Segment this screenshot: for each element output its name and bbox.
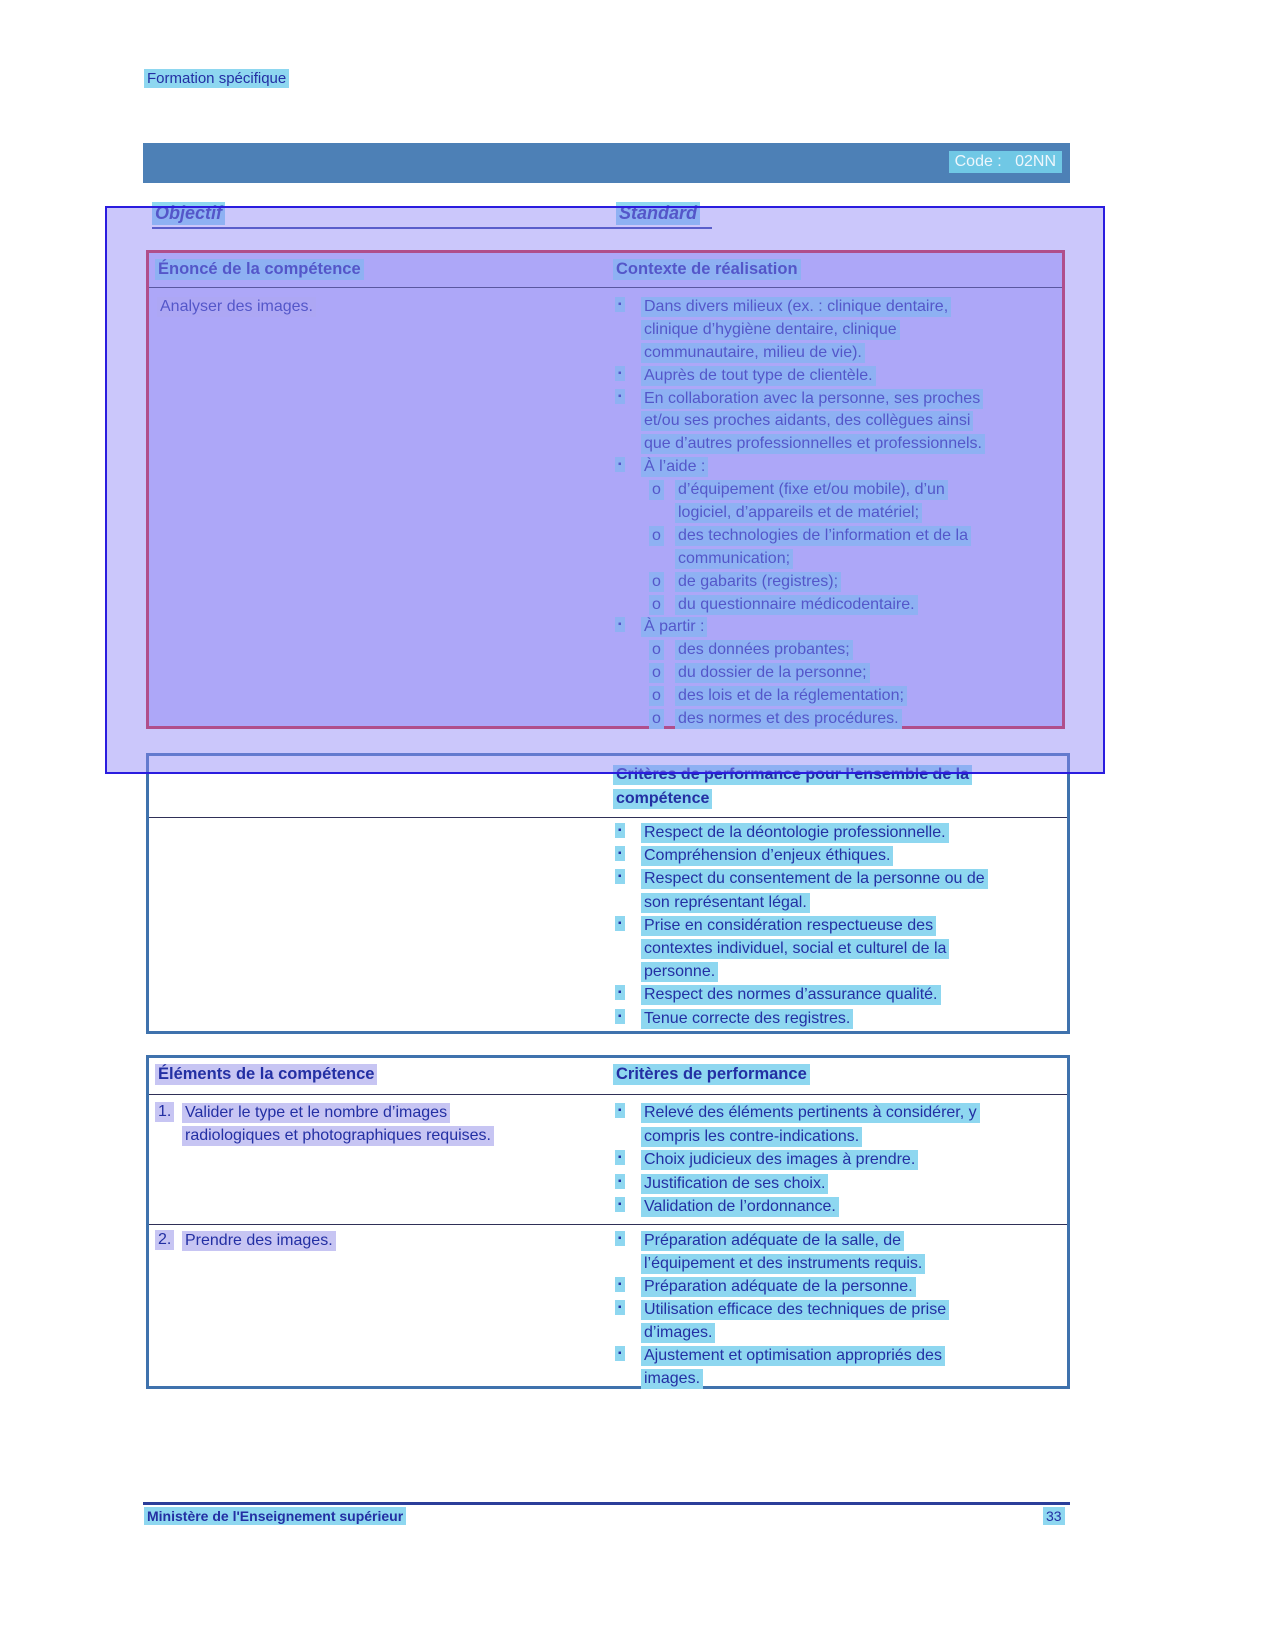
text-line: des normes et des procédures. [675,709,902,729]
list-line [613,915,1065,938]
col-header-contexte: Contexte de réalisation [613,259,801,280]
text-line: Justification de ses choix. [641,1174,828,1194]
list-line [613,1276,1065,1299]
text-line: des technologies de l’information et de la [675,526,971,546]
list-line [613,892,1065,915]
text-line: Relevé des éléments pertinents à considérer, y [641,1103,980,1123]
list-line [613,1008,1065,1031]
heading-underline [152,227,712,229]
text-line: l’équipement et des instruments requis. [641,1254,925,1274]
text-line: Préparation adéquate de la salle, de [641,1231,904,1251]
list-line [613,410,1065,433]
bullet-icon: ▪ [615,389,625,404]
text-line: Respect de la déontologie professionnelle. [641,823,949,843]
list-line [613,868,1065,891]
list-line [613,616,1065,639]
bullet-icon: ▪ [615,1277,625,1292]
col-header-enonce: Énoncé de la compétence [155,259,364,280]
text-line: compris les contre-indications. [641,1127,862,1147]
list-line [613,525,1065,548]
list-line [613,479,1065,502]
list-line [613,296,1065,319]
text-line: d’équipement (fixe et/ou mobile), d’un [675,480,948,500]
list-line [613,433,1065,456]
element-label [182,1102,634,1149]
text-line: des lois et de la réglementation; [675,686,907,706]
bullet-icon: ▪ [615,985,625,1000]
text-line: des données probantes; [675,640,853,660]
list-line [613,708,1065,731]
text-line: Respect du consentement de la personne ou de [641,869,988,889]
elements-table [146,1055,1070,1389]
list-line [613,1345,1065,1368]
list-line [613,788,1065,812]
text-line: clinique d’hygiène dentaire, clinique [641,320,900,340]
list-line [613,764,1065,788]
context-list [613,296,1065,731]
text-line: et/ou ses proches aidants, des collègues ainsi [641,411,973,431]
text-line: Prise en considération respectueuse des [641,916,936,936]
bullet-icon: ▪ [615,846,625,861]
overall-criteria-list [613,822,1065,1031]
list-line [613,662,1065,685]
list-line [613,1173,1065,1197]
sub-bullet-icon: o [649,480,664,500]
text-line: À partir : [641,617,707,637]
objectif-heading: Objectif [152,202,225,225]
text-line: du questionnaire médicodentaire. [675,595,918,615]
row-number: 2. [155,1230,174,1250]
bullet-icon: ▪ [615,1009,625,1024]
col-header-criteres: Critères de performance [613,1064,810,1085]
list-line [613,822,1065,845]
bullet-icon: ▪ [615,617,625,632]
text-line: contextes individuel, social et culturel de la [641,939,949,959]
list-line [613,984,1065,1007]
text-line: Validation de l’ordonnance. [641,1197,839,1217]
list-line [182,1125,634,1148]
list-line [613,685,1065,708]
bullet-icon: ▪ [615,1174,625,1189]
text-line: communautaire, milieu de vie). [641,343,865,363]
text-line: Valider le type et le nombre d’images [182,1103,450,1123]
page-number: 33 [1043,1507,1065,1525]
bullet-icon: ▪ [615,297,625,312]
text-line: Tenue correcte des registres. [641,1009,853,1029]
text-line: À l’aide : [641,457,708,477]
row-number: 1. [155,1102,174,1122]
sub-bullet-icon: o [649,595,664,615]
text-line: de gabarits (registres); [675,572,841,592]
text-line: Prendre des images. [182,1231,336,1251]
text-line: Auprès de tout type de clientèle. [641,366,876,386]
text-line: Préparation adéquate de la personne. [641,1277,916,1297]
list-line [613,961,1065,984]
text-line: logiciel, d’appareils et de matériel; [675,503,922,523]
criteria-list [613,1102,1065,1220]
list-line [613,938,1065,961]
list-line [613,845,1065,868]
list-line [182,1230,634,1253]
standard-heading: Standard [616,202,700,225]
text-line: Utilisation efficace des techniques de prise [641,1300,949,1320]
list-line [613,594,1065,617]
header-divider [149,287,1062,288]
text-line: compétence [613,789,712,809]
overall-criteria-table [146,753,1070,1034]
list-line [613,1230,1065,1253]
text-line: personne. [641,962,718,982]
list-line [613,1196,1065,1220]
text-line: d’images. [641,1323,715,1343]
bullet-icon: ▪ [615,1197,625,1212]
bullet-icon: ▪ [615,1103,625,1118]
list-line [613,342,1065,365]
bullet-icon: ▪ [615,457,625,472]
element-label [182,1230,634,1253]
text-line: du dossier de la personne; [675,663,870,683]
list-line [613,639,1065,662]
text-line: radiologiques et photographiques requises. [182,1126,494,1146]
bullet-icon: ▪ [615,869,625,884]
list-line [613,1253,1065,1276]
criteria-list [613,1230,1065,1391]
text-line: que d’autres professionnelles et professionnels. [641,434,985,454]
text-line: images. [641,1369,703,1389]
text-line: Compréhension d’enjeux éthiques. [641,846,893,866]
text-line: En collaboration avec la personne, ses proches [641,389,983,409]
bullet-icon: ▪ [615,366,625,381]
sub-bullet-icon: o [649,526,664,546]
bullet-icon: ▪ [615,916,625,931]
text-line: Dans divers milieux (ex. : clinique dentaire, [641,297,951,317]
list-line [613,1102,1065,1126]
row-divider [149,1224,1067,1225]
list-line [613,548,1065,571]
list-line [613,1126,1065,1150]
list-line [613,1368,1065,1391]
doc-type-label: Formation spécifique [144,69,289,88]
header-bar [143,143,1070,183]
bullet-icon: ▪ [615,1346,625,1361]
sub-bullet-icon: o [649,640,664,660]
header-divider [149,817,1067,818]
text-line: Critères de performance pour l’ensemble de la [613,765,972,785]
sub-bullet-icon: o [649,686,664,706]
list-line [613,1299,1065,1322]
sub-bullet-icon: o [649,572,664,592]
bullet-icon: ▪ [615,823,625,838]
text-line: Ajustement et optimisation appropriés des [641,1346,945,1366]
list-line [613,1322,1065,1345]
list-line [613,456,1065,479]
list-line [613,502,1065,525]
overall-criteria-header [613,764,1065,811]
footer-divider [143,1502,1070,1505]
list-line [613,1149,1065,1173]
sub-bullet-icon: o [649,663,664,683]
footer-ministry-label: Ministère de l'Enseignement supérieur [144,1507,406,1525]
text-line: communication; [675,549,793,569]
text-line: son représentant légal. [641,893,810,913]
text-line: Respect des normes d’assurance qualité. [641,985,941,1005]
list-line [613,388,1065,411]
col-header-elements: Éléments de la compétence [155,1064,377,1085]
list-line [182,1102,634,1125]
list-line [613,571,1065,594]
list-line [613,319,1065,342]
bullet-icon: ▪ [615,1150,625,1165]
bullet-icon: ▪ [615,1231,625,1246]
competence-table [146,250,1065,729]
text-line: Choix judicieux des images à prendre. [641,1150,918,1170]
bullet-icon: ▪ [615,1300,625,1315]
code-label: Code : 02NN [949,151,1062,173]
header-divider [149,1094,1067,1095]
competence-statement: Analyser des images. [157,297,316,317]
list-line [613,365,1065,388]
sub-bullet-icon: o [649,709,664,729]
